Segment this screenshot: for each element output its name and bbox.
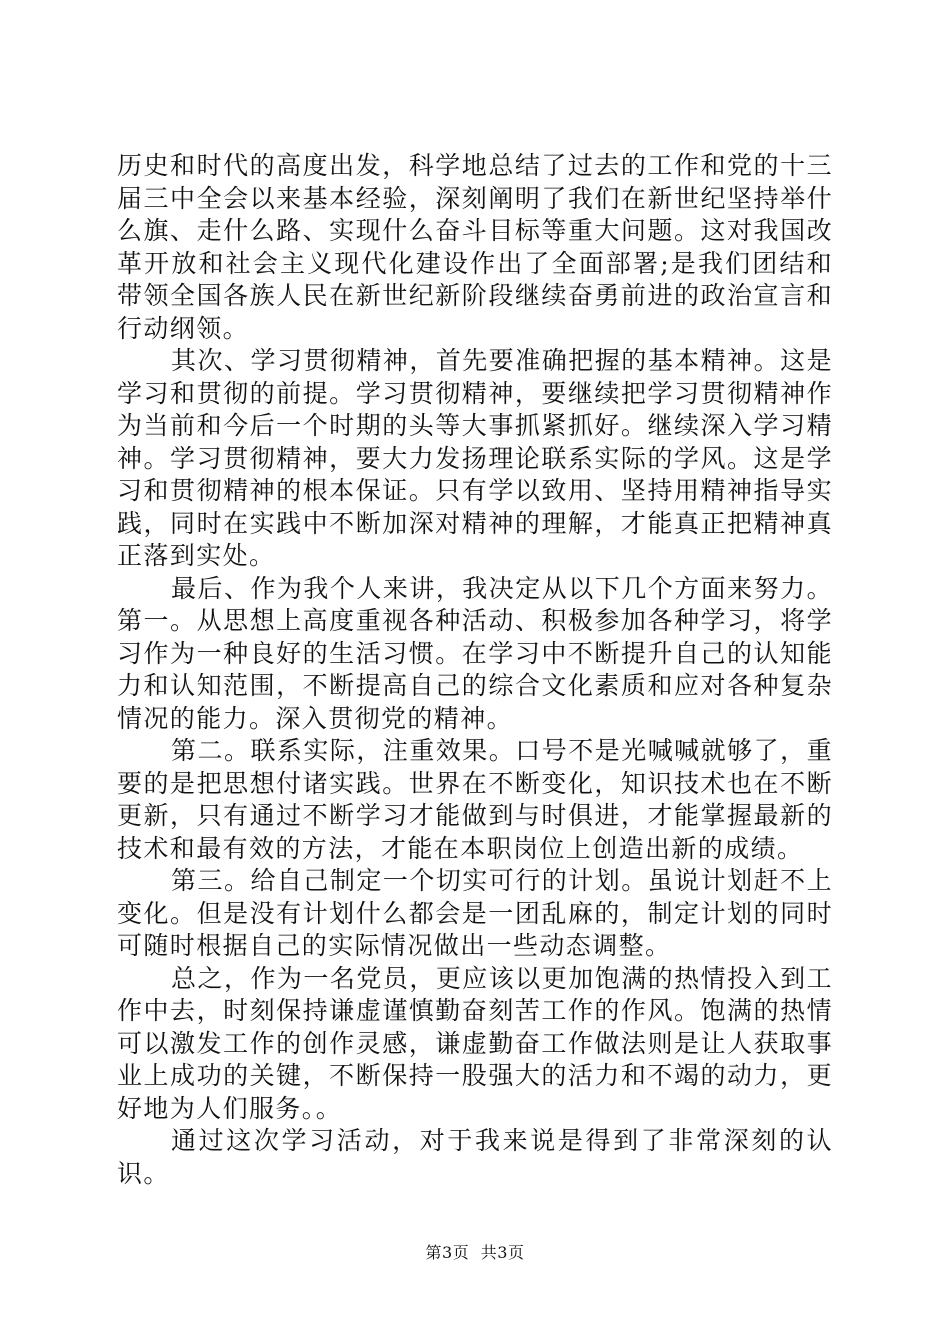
page-number: 第3页 — [425, 1243, 470, 1262]
paragraph-7: 通过这次学习活动，对于我来说是得到了非常深刻的认识。 — [117, 1126, 833, 1188]
paragraph-2: 其次、学习贯彻精神，首先要准确把握的基本精神。这是学习和贯彻的前提。学习贯彻精神，要继续把学习贯彻精神作为当前和今后一个时期的头等大事抓紧抓好。继续深入学习精神。学习贯彻精神，要大力发扬理论联系实际的学风。这是学习和贯彻精神的根本保证。只有学以致用、坚持用精神指导实践，同时在实践中不断加深对精神的理解，才能真正把精神真正落到实处。 — [117, 346, 833, 570]
document-body — [117, 150, 833, 1190]
paragraph-6: 总之，作为一名党员，更应该以更加饱满的热情投入到工作中去，时刻保持谦虚谨慎勤奋刻苦工作的作风。饱满的热情可以激发工作的创作灵感，谦虚勤奋工作做法则是让人获取事业上成功的关键，不断保持一股强大的活力和不竭的动力，更好地为人们服务。。 — [117, 963, 833, 1123]
paragraph-5: 第三。给自己制定一个切实可行的计划。虽说计划赶不上变化。但是没有计划什么都会是一团乱麻的，制定计划的同时可随时根据自己的实际情况做出一些动态调整。 — [117, 866, 833, 960]
paragraph-4: 第二。联系实际，注重效果。口号不是光喊喊就够了，重要的是把思想付诸实践。世界在不断变化，知识技术也在不断更新，只有通过不断学习才能做到与时俱进，才能掌握最新的技术和最有效的方法，才能在本职岗位上创造出新的成绩。 — [117, 736, 833, 863]
paragraph-1: 历史和时代的高度出发，科学地总结了过去的工作和党的十三届三中全会以来基本经验，深刻阐明了我们在新世纪坚持举什么旗、走什么路、实现什么奋斗目标等重大问题。这对我国改革开放和社会主义现代化建设作出了全面部署;是我们团结和带领全国各族人民在新世纪新阶段继续奋勇前进的政治宣言和行动纲领。 — [117, 151, 833, 343]
paragraph-3: 最后、作为我个人来讲，我决定从以下几个方面来努力。第一。从思想上高度重视各种活动、积极参加各种学习，将学习作为一种良好的生活习惯。在学习中不断提升自己的认知能力和认知范围，不断提高自己的综合文化素质和应对各种复杂情况的能力。深入贯彻党的精神。 — [117, 573, 833, 733]
page-footer — [0, 1240, 950, 1263]
page-total: 共3页 — [480, 1243, 525, 1262]
